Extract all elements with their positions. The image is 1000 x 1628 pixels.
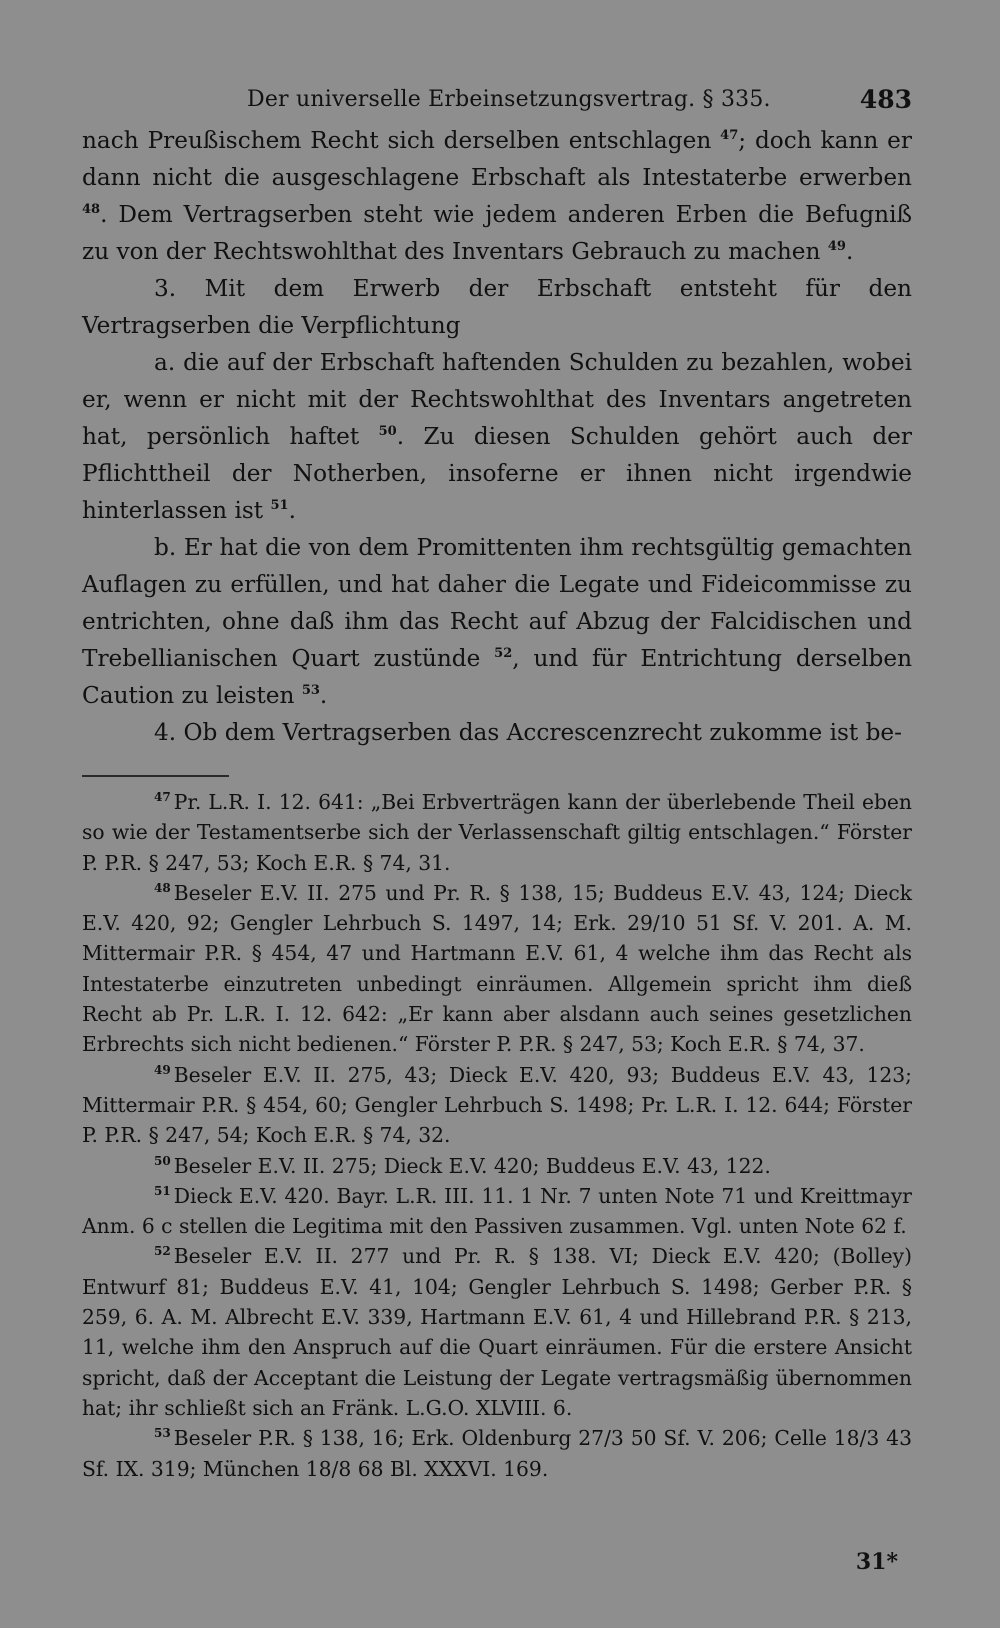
footnote-53 xyxy=(82,1423,912,1484)
printer-signature: 31* xyxy=(855,1549,898,1575)
main-text xyxy=(82,122,912,751)
footnote-text: Pr. L.R. I. 12. 641: „Bei Erbverträgen kann der überlebende Theil eben so wie der Testamentserbe sich der Verlassenschaft giltig entschlagen.“ Förster P. P.R. § 247, 53; Koch E.R. § 74, 31. xyxy=(82,790,912,875)
footnote-number: 52 xyxy=(154,1244,171,1259)
footnote-text: Dieck E.V. 420. Bayr. L.R. III. 11. 1 Nr. 7 unten Note 71 und Kreittmayr Anm. 6 c stellen die Legitima mit den Passiven zusammen. Vgl. unten Note 62 f. xyxy=(82,1183,912,1239)
page-header xyxy=(82,78,912,120)
footnote-ref: 47 xyxy=(720,128,739,143)
paragraph-1 xyxy=(82,122,912,270)
footnote-ref: 52 xyxy=(494,646,513,661)
footnote-text: Beseler E.V. II. 275 und Pr. R. § 138, 15; Buddeus E.V. 43, 124; Dieck E.V. 420, 92; Gengler Lehrbuch S. 1497, 14; Erk. 29/10 51 Sf. V. 201. A. M. Mittermair P.R. § 454, 47 und Hartmann E.V. 61, 4 welche ihm das Recht als Intestaterbe einzutreten unbedingt einräumen. Allgemein spricht ihm dieß Recht ab Pr. L.R. I. 12. 642: „Er kann aber alsdann auch seines gesetzlichen Erbrechts sich nicht bedienen.“ Förster P. P.R. § 247, 53; Koch E.R. § 74, 37. xyxy=(82,880,912,1057)
text-run: . Dem Vertragserben steht wie jedem anderen Erben die Befugniß zu von der Rechtswohlthat des Inventars Gebrauch zu machen xyxy=(82,201,912,265)
paragraph-5: 4. Ob dem Vertragserben das Accrescenzrecht zukomme ist be- xyxy=(154,719,902,746)
footnotes xyxy=(82,787,912,1484)
paragraph-3 xyxy=(82,344,912,529)
footnote-51 xyxy=(82,1181,912,1242)
footnote-text: Beseler E.V. II. 275, 43; Dieck E.V. 420, 93; Buddeus E.V. 43, 123; Mittermair P.R. § 454, 60; Gengler Lehrbuch S. 1498; Pr. L.R. I. 12. 644; Förster P. P.R. § 247, 54; Koch E.R. § 74, 32. xyxy=(82,1062,912,1148)
footnote-48 xyxy=(82,878,912,1060)
footnote-ref: 49 xyxy=(827,239,846,254)
running-title: Der universelle Erbeinsetzungsvertrag. § 335. xyxy=(247,87,771,112)
paragraph-4 xyxy=(82,529,912,714)
footnote-52 xyxy=(82,1241,912,1423)
footnote-50 xyxy=(82,1151,912,1181)
footnote-divider xyxy=(82,775,229,777)
text-run: . xyxy=(288,497,296,524)
footnote-47 xyxy=(82,787,912,878)
footnote-number: 50 xyxy=(154,1153,171,1168)
footnote-ref: 51 xyxy=(270,498,289,513)
footnote-number: 47 xyxy=(154,790,171,804)
text-run: . xyxy=(319,682,328,709)
text-run: b. Er hat die von dem Promittenten ihm rechtsgültig gemachten Auflagen zu erfüllen, und hat daher die Legate und Fideicommisse zu entrichten, ohne daß ihm das Recht auf Abzug der Falcidischen und Trebellianischen Quart zustünde xyxy=(82,534,912,672)
text-run: a. die auf der Erbschaft haftenden Schulden zu bezahlen, wobei er, wenn er nicht mit der Rechtswohlthat des Inventars angetreten hat, persönlich haftet xyxy=(82,349,912,450)
text-run: nach Preußischem Recht sich derselben entschlagen xyxy=(82,127,712,154)
paragraph-2: 3. Mit dem Erwerb der Erbschaft entsteht für den Vertragserben die Verpflichtung xyxy=(82,275,912,339)
footnote-number: 48 xyxy=(154,880,171,895)
text-run: . xyxy=(845,238,854,265)
footnote-number: 51 xyxy=(154,1183,171,1198)
footnote-ref: 50 xyxy=(378,424,397,439)
footnote-text: Beseler E.V. II. 277 und Pr. R. § 138. VI; Dieck E.V. 420; (Bolley) Entwurf 81; Buddeus E.V. 41, 104; Gengler Lehrbuch S. 1498; Gerber P.R. § 259, 6. A. M. Albrecht E.V. 339, Hartmann E.V. 61, 4 und Hillebrand P.R. § 213, 11, welche ihm den Anspruch auf die Quart einräumen. Für die erstere Ansicht spricht, daß der Acceptant die Leistung der Legate vertragsmäßig übernommen hat; ihr schließt sich an Fränk. L.G.O. XLVIII. 6. xyxy=(82,1244,912,1420)
footnote-text: Beseler P.R. § 138, 16; Erk. Oldenburg 27/3 50 Sf. V. 206; Celle 18/3 43 Sf. IX. 319; München 18/8 68 Bl. XXXVI. 169. xyxy=(82,1426,912,1481)
footnote-ref: 53 xyxy=(301,683,320,698)
footnote-49 xyxy=(82,1060,912,1151)
footnote-ref: 48 xyxy=(82,202,101,217)
text-run: , und für Entrichtung derselben Caution zu leisten xyxy=(82,645,913,709)
text-run: ; doch kann er dann nicht die ausgeschlagene Erbschaft als Intestaterbe erwerben xyxy=(82,127,912,191)
footnote-text: Beseler E.V. II. 275; Dieck E.V. 420; Buddeus E.V. 43, 122. xyxy=(173,1153,771,1178)
footnote-number: 53 xyxy=(154,1426,171,1441)
page-number: 483 xyxy=(859,85,912,114)
text-run: . Zu diesen Schulden gehört auch der Pflichttheil der Notherben, insoferne er ihnen nicht irgendwie hinterlassen ist xyxy=(82,423,912,524)
footnote-number: 49 xyxy=(154,1062,171,1077)
